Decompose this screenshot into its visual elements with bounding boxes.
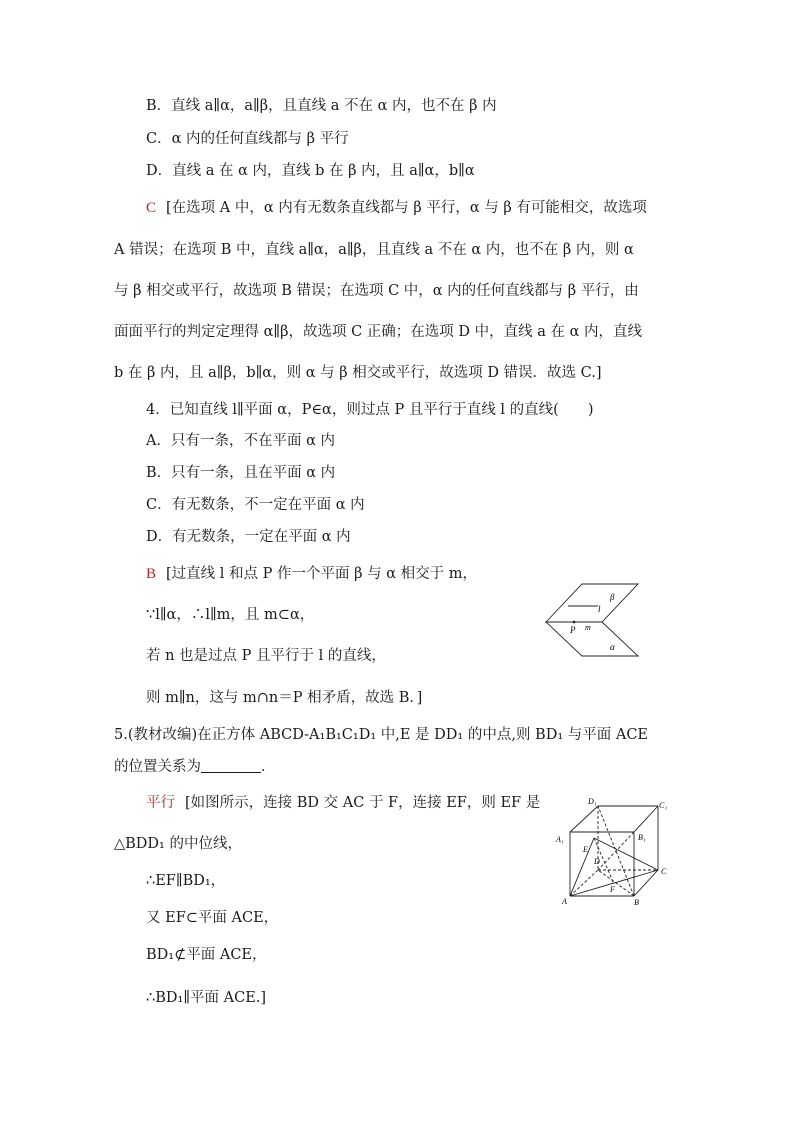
planes-figure (540, 582, 640, 660)
q5-explanation-line-1: 平行 [如图所示，连接 BD 交 AC 于 F，连接 EF，则 EF 是 (146, 795, 541, 811)
label-p: P (570, 625, 576, 635)
label-alpha: α (610, 642, 615, 652)
label-a1: A₁ (556, 835, 564, 844)
label-e: E (583, 845, 588, 854)
q3-explanation-line-4: 面面平行的判定定理得 α∥β，故选项 C 正确；在选项 D 中，直线 a 在 α 内，直线 (114, 324, 643, 340)
segment-b1d (598, 832, 634, 870)
q4-option-c: C．有无数条，不一定在平面 α 内 (146, 497, 365, 513)
label-beta: β (610, 592, 615, 602)
q3-answer: C (146, 200, 157, 216)
q4-explanation-line-3: 若 n 也是过点 P 且平行于 l 的直线， (146, 648, 386, 664)
q3-option-c: C．α 内的任何直线都与 β 平行 (146, 131, 349, 147)
q3-explanation-line-1: C [在选项 A 中，α 内有无数条直线都与 β 平行，α 与 β 有可能相交，故选项 (146, 200, 647, 216)
plane-alpha (546, 622, 638, 656)
q5-answer: 平行 (146, 795, 175, 811)
q5-explanation-line-5: BD₁⊄平面 ACE， (146, 947, 267, 963)
q3-option-d: D．直线 a 在 α 内，直线 b 在 β 内，且 a∥α，b∥α (146, 163, 475, 179)
answer-blank (201, 758, 261, 773)
label-b1: B₁ (638, 833, 646, 842)
q4-explanation-line-4: 则 m∥n，这与 m∩n＝P 相矛盾，故选 B．] (146, 690, 423, 706)
label-l: l (598, 604, 601, 614)
q4-explanation-line-2: ∵l∥α，∴l∥m，且 m⊂α， (146, 607, 315, 623)
q5-stem-line-2: 的位置关系为 ． (114, 759, 276, 775)
cube-figure (554, 796, 674, 908)
q3-explanation-line-2: A 错误；在选项 B 中，直线 a∥α，a∥β，且直线 a 不在 α 内，也不在 β 内，则 α (114, 242, 634, 258)
q5-explanation-line-3: ∴EF∥BD₁， (146, 873, 226, 889)
q5-explanation-line-2: △BDD₁ 的中位线， (114, 836, 242, 852)
q4-explanation-line-1: B [过直线 l 和点 P 作一个平面 β 与 α 相交于 m， (146, 566, 477, 582)
segment-ea (570, 838, 594, 896)
label-c1: C₁ (659, 801, 668, 810)
edge-b1c1 (634, 806, 658, 832)
q4-option-a: A．只有一条，不在平面 α 内 (146, 433, 335, 449)
q5-stem-line-1: 5.(教材改编)在正方体 ABCD-A₁B₁C₁D₁ 中,E 是 DD₁ 的中点,则 BD₁ 与平面 ACE (114, 727, 649, 743)
q4-option-d: D．有无数条，一定在平面 α 内 (146, 529, 351, 545)
q5-explanation-line-4: 又 EF⊂平面 ACE， (146, 910, 279, 926)
label-d: D (594, 857, 600, 866)
plane-beta (546, 584, 638, 622)
q4-option-b: B．只有一条，且在平面 α 内 (146, 465, 336, 481)
label-d1: D₁ (588, 797, 597, 806)
segment-ec (594, 838, 658, 870)
q3-option-b: B．直线 a∥α，a∥β，且直线 a 不在 α 内，也不在 β 内 (146, 98, 497, 114)
point-p (573, 621, 576, 624)
q5-explanation-line-6: ∴BD₁∥平面 ACE.] (146, 990, 267, 1006)
q3-explanation-line-3: 与 β 相交或平行，故选项 B 错误；在选项 C 中，α 内的任何直线都与 β 平行，由 (114, 283, 639, 299)
label-f: F (610, 885, 615, 894)
edge-a1d1 (570, 806, 598, 832)
q4-answer: B (146, 566, 157, 582)
label-c: C (661, 867, 667, 876)
label-m: m (585, 623, 591, 632)
label-b: B (634, 898, 639, 907)
segment-bd (598, 870, 634, 896)
label-a: A (562, 897, 567, 906)
q3-explanation-line-5: b 在 β 内，且 a∥β，b∥α，则 α 与 β 相交或平行，故选项 D 错误．故选 C.] (114, 365, 602, 381)
q4-stem: 4．已知直线 l∥平面 α，P∈α，则过点 P 且平行于直线 l 的直线( ) (146, 402, 594, 418)
